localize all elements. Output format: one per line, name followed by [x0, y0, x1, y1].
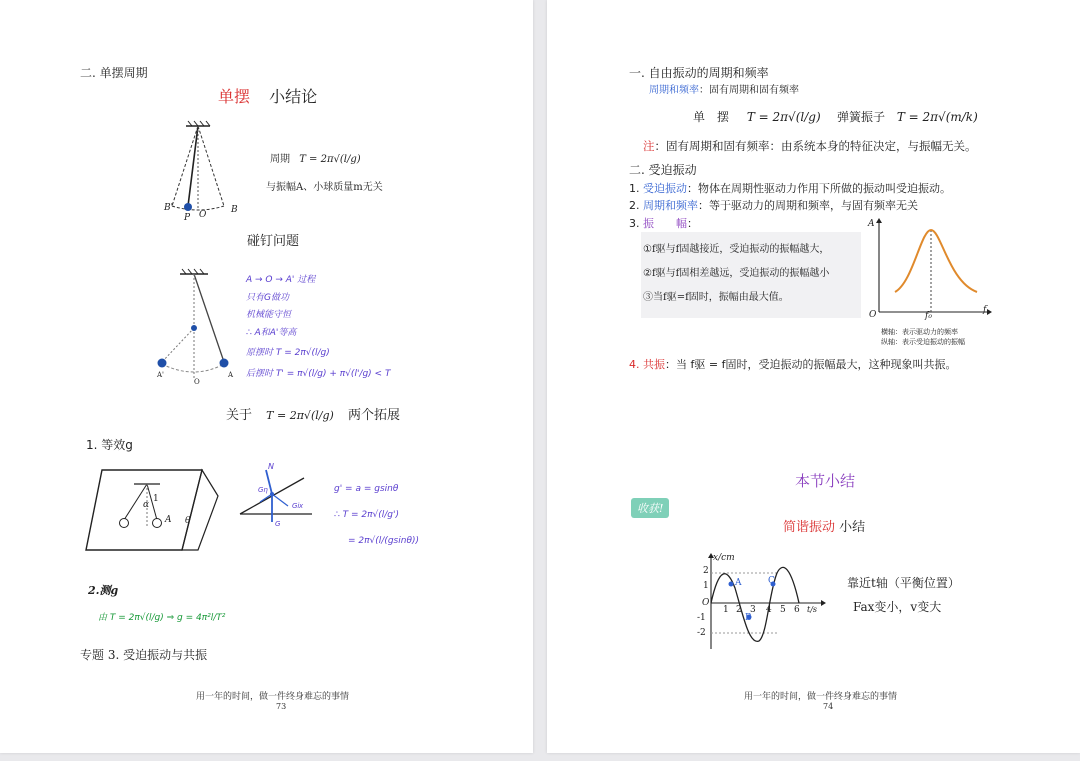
amplitude-points: [643, 238, 829, 310]
nail-label-aright: A: [228, 371, 234, 379]
item3-amplitude: [629, 215, 698, 231]
sub1-colored: 周期和频率: [649, 85, 699, 96]
shm-ytick: 2: [703, 566, 709, 576]
nail-note: 原摆时 T = 2π√(l/g): [246, 348, 330, 358]
shm-note1: 靠近t轴（平衡位置）: [847, 576, 960, 590]
shm-note2: Fax变小，v变大: [853, 600, 942, 614]
amp-point: ①f驱与f固越接近，受迫振动的振幅越大，: [643, 244, 830, 255]
item2-num: 2.: [629, 199, 640, 212]
label-b: B: [231, 205, 238, 215]
independence-note: 与振幅A、小球质量m无关: [266, 182, 383, 193]
shm-xtick: 2: [736, 605, 742, 615]
note-prefix: 注: [643, 139, 655, 153]
item2-rest: ：等于驱动力的周期和频率，与固有频率无关: [698, 199, 918, 212]
shm-red: 简谐振动: [783, 520, 836, 535]
harvest-badge: 收获!: [631, 498, 669, 518]
footer-left: 用一年的时间，做一件终身难忘的事情: [196, 692, 350, 702]
about-extensions: [226, 404, 400, 423]
shm-xtick: 6: [794, 605, 800, 615]
label-bprime: B': [164, 203, 174, 213]
summary-title: 本节小结: [795, 472, 856, 490]
item4-resonance: [629, 356, 956, 372]
nail-label-aleft: A': [157, 371, 164, 379]
shm-y-label: x/cm: [713, 553, 735, 563]
incline-figure: [82, 464, 222, 559]
shm-origin: O: [702, 598, 710, 608]
shm-xtick: 3: [750, 605, 756, 615]
pendulum-formula: T = 2π√(l/g): [746, 110, 821, 124]
nail-note: A → O → A' 过程: [246, 275, 316, 285]
item4-num: 4.: [629, 358, 640, 371]
shm-xtick: 4: [766, 605, 772, 615]
period-line: [270, 150, 361, 165]
equiv-note: g' = a = gsinθ: [334, 484, 399, 494]
item1-colored: 受迫振动: [643, 182, 687, 195]
shm-title: [783, 516, 865, 535]
resonance-origin: O: [869, 310, 877, 320]
resonance-x-label: f: [983, 305, 987, 315]
shm-point-a: A: [735, 578, 742, 588]
item1-rest: ：物体在周期性驱动力作用下所做的振动叫受迫振动。: [687, 182, 951, 195]
equiv-note: ∴ T = 2π√(l/g'): [334, 510, 399, 520]
page-74: [547, 0, 1080, 753]
section-heading: 二. 单摆周期: [80, 66, 148, 80]
item2-colored: 周期和频率: [643, 199, 698, 212]
shm-black: 小结: [839, 520, 866, 535]
period-label: 周期: [270, 154, 290, 165]
resonance-caption: [881, 327, 965, 347]
force-label-g2: Gⅸ: [292, 502, 304, 510]
equiv-note: = 2π√(l/(gsinθ)): [348, 536, 419, 546]
force-label-g: G: [275, 520, 281, 528]
about-formula: T = 2π√(l/g): [266, 409, 334, 422]
item3-num: 3.: [629, 217, 640, 230]
item2-label: 2.测g: [88, 584, 119, 597]
heading-free-vibration: 一. 自由振动的周期和频率: [629, 66, 769, 80]
nail-note: 只有G做功: [246, 292, 289, 303]
nail-note: 机械能守恒: [246, 310, 292, 320]
note-text: ：固有周期和固有频率：由系统本身的特征决定，与振幅无关。: [654, 139, 977, 153]
shm-xtick: 5: [780, 605, 786, 615]
label-o: O: [199, 210, 207, 220]
spring-label: 弹簧振子: [837, 110, 886, 124]
incline-one: 1: [153, 494, 159, 504]
caption-y: 纵轴：表示受迫振动的振幅: [881, 338, 965, 346]
nail-label-o: O: [194, 378, 200, 386]
shm-point-c: C: [768, 576, 775, 586]
title-red: 单摆: [218, 87, 251, 106]
footer-right: 用一年的时间，做一件终身难忘的事情: [744, 692, 898, 702]
nail-note: ∴ A和A'等高: [246, 327, 297, 338]
nail-pendulum-figure: [150, 268, 250, 388]
amp-point: ③当f驱=f固时，振幅由最大值。: [643, 292, 789, 303]
equivalent-g-notes: [334, 476, 419, 554]
page-number-73: 73: [276, 702, 287, 711]
item4-rest: ：当 f驱 = f固时，受迫振动的振幅最大，这种现象叫共振。: [665, 358, 957, 371]
pendulum-label: 单 摆: [693, 110, 730, 124]
nail-note: 后摆时 T' = π√(l/g) + π√(l'/g) < T: [246, 368, 391, 379]
spring-formula-line: [837, 108, 978, 125]
incline-a: A: [165, 515, 172, 525]
item3-colored: 振 幅: [643, 217, 687, 230]
page-73: [0, 0, 533, 753]
simple-pendulum-figure: [160, 120, 260, 230]
spring-formula: T = 2π√(m/k): [896, 110, 978, 124]
sub-period-frequency: [649, 81, 799, 96]
topic3-heading: 专题 3. 受迫振动与共振: [80, 648, 208, 662]
page-number-74: 74: [823, 702, 834, 711]
shm-ytick: -2: [697, 628, 706, 638]
incline-theta: θ: [185, 516, 191, 526]
item1-forced: [629, 180, 951, 196]
resonance-peak-label: f₀: [925, 311, 932, 321]
pendulum-formula-line: [693, 108, 821, 125]
shm-graph: [707, 553, 827, 653]
amp-point: ②f驱与f固相差越远，受迫振动的振幅越小: [643, 268, 830, 279]
label-p: P: [184, 213, 191, 223]
resonance-y-label: A: [868, 219, 875, 229]
item1-label: 1. 等效g: [86, 438, 133, 452]
nail-problem-title: 碰钉问题: [247, 234, 300, 249]
shm-ytick: -1: [697, 613, 706, 623]
nail-notes: [246, 272, 390, 383]
sub1-rest: ：固有周期和固有频率: [699, 85, 799, 96]
title-black: 小结论: [269, 87, 318, 106]
item1-num: 1.: [629, 182, 640, 195]
heading-forced-vibration: 二. 受迫振动: [629, 163, 697, 177]
shm-point-b: B: [745, 613, 752, 623]
incline-alpha: α: [143, 500, 150, 510]
shm-ytick: 1: [703, 581, 709, 591]
item2-period: [629, 197, 918, 213]
force-label-g1: Gη: [258, 486, 268, 494]
period-formula: T = 2π√(l/g): [299, 154, 361, 165]
about-prefix: 关于: [226, 408, 253, 423]
resonance-curve-chart: [873, 220, 993, 320]
shm-x-label: t/s: [807, 605, 818, 614]
note-line: [643, 138, 977, 154]
pendulum-title: [218, 84, 317, 107]
force-label-n: N: [268, 462, 274, 471]
item4-colored: 共振: [643, 358, 665, 371]
shm-xtick: 1: [723, 605, 729, 615]
about-suffix: 两个拓展: [347, 408, 400, 423]
item3-rest: ：: [687, 217, 698, 230]
measure-g-note: 由 T = 2π√(l/g) ⇒ g = 4π²l/T²: [98, 613, 226, 623]
caption-x: 横轴：表示驱动力的频率: [881, 328, 958, 336]
